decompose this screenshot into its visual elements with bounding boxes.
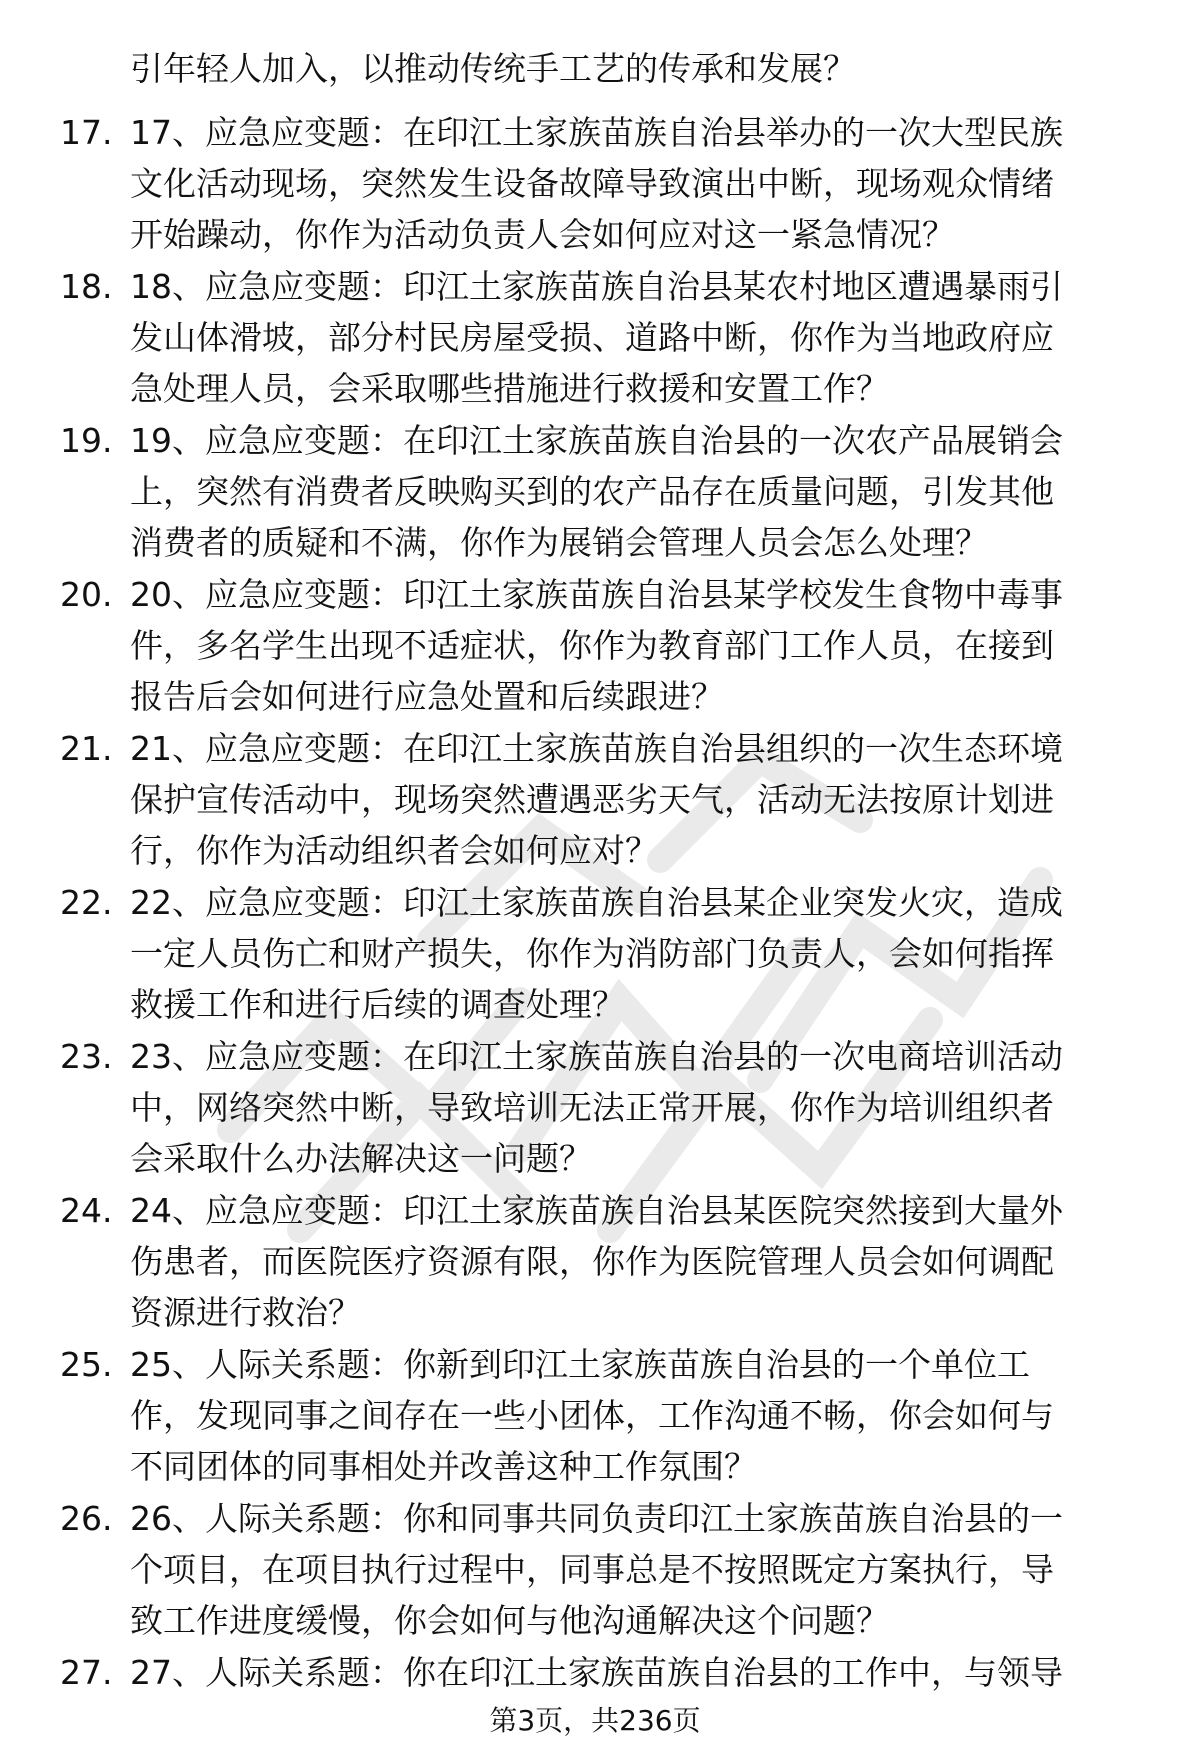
item-number: 21.: [60, 729, 113, 768]
text-line: 19、应急应变题：在印江土家族苗族自治县的一次农产品展销会: [130, 422, 1063, 460]
item-number: 25.: [60, 1345, 113, 1384]
item-text: [130, 884, 1150, 1037]
text-line: 中，网络突然中断，导致培训无法正常开展，你作为培训组织者: [130, 1089, 1054, 1127]
item-text: [130, 114, 1150, 267]
item-text: [130, 1038, 1150, 1191]
text-line: 开始躁动，你作为活动负责人会如何应对这一紧急情况？: [130, 216, 955, 254]
item-text: [130, 422, 1150, 575]
item-text: [130, 1654, 1150, 1705]
page-footer: 第3页，共236页: [489, 1704, 701, 1737]
text-line: 行，你作为活动组织者会如何应对？: [130, 832, 658, 870]
item-number: 23.: [60, 1037, 113, 1076]
item-number: 18.: [60, 267, 113, 306]
text-line: 发山体滑坡，部分村民房屋受损、道路中断，你作为当地政府应: [130, 319, 1054, 357]
text-line: 资源进行救治？: [130, 1294, 361, 1332]
text-line: 22、应急应变题：印江土家族苗族自治县某企业突发火灾，造成: [130, 884, 1063, 922]
item-text: [130, 268, 1150, 421]
text-line: 伤患者，而医院医疗资源有限，你作为医院管理人员会如何调配: [130, 1243, 1054, 1281]
text-line: 作，发现同事之间存在一些小团体，工作沟通不畅，你会如何与: [130, 1397, 1054, 1435]
item-text: [130, 1192, 1150, 1345]
text-line: 上，突然有消费者反映购买到的农产品存在质量问题，引发其他: [130, 473, 1054, 511]
item-number: 24.: [60, 1191, 113, 1230]
item-number: 17.: [60, 113, 113, 152]
item-number: 20.: [60, 575, 113, 614]
text-line: 一定人员伤亡和财产损失，你作为消防部门负责人，会如何指挥: [130, 935, 1054, 973]
text-line: 18、应急应变题：印江土家族苗族自治县某农村地区遭遇暴雨引: [130, 268, 1063, 306]
item-number: 19.: [60, 421, 113, 460]
text-line: 急处理人员，会采取哪些措施进行救援和安置工作？: [130, 370, 889, 408]
item-number: 26.: [60, 1499, 113, 1538]
text-line: 26、人际关系题：你和同事共同负责印江土家族苗族自治县的一: [130, 1500, 1063, 1538]
text-line: 25、人际关系题：你新到印江土家族苗族自治县的一个单位工: [130, 1346, 1030, 1384]
text-line: 致工作进度缓慢，你会如何与他沟通解决这个问题？: [130, 1602, 889, 1640]
text-line: 会采取什么办法解决这一问题？: [130, 1140, 592, 1178]
text-line: 不同团体的同事相处并改善这种工作氛围？: [130, 1448, 757, 1486]
text-line: 17、应急应变题：在印江土家族苗族自治县举办的一次大型民族: [130, 114, 1063, 152]
text-line: 24、应急应变题：印江土家族苗族自治县某医院突然接到大量外: [130, 1192, 1063, 1230]
text-line: 救援工作和进行后续的调查处理？: [130, 986, 625, 1024]
continuation-line: 引年轻人加入，以推动传统手工艺的传承和发展？: [130, 49, 856, 88]
text-line: 消费者的质疑和不满，你作为展销会管理人员会怎么处理？: [130, 524, 988, 562]
text-line: 23、应急应变题：在印江土家族苗族自治县的一次电商培训活动: [130, 1038, 1063, 1076]
item-number: 27.: [60, 1653, 113, 1692]
text-line: 个项目，在项目执行过程中，同事总是不按照既定方案执行，导: [130, 1551, 1054, 1589]
item-text: [130, 1346, 1150, 1499]
item-number: 22.: [60, 883, 113, 922]
text-line: 保护宣传活动中，现场突然遭遇恶劣天气，活动无法按原计划进: [130, 781, 1054, 819]
text-line: 件，多名学生出现不适症状，你作为教育部门工作人员，在接到: [130, 627, 1054, 665]
item-text: [130, 730, 1150, 883]
text-line: 文化活动现场，突然发生设备故障导致演出中断，现场观众情绪: [130, 165, 1054, 203]
text-line: 21、应急应变题：在印江土家族苗族自治县组织的一次生态环境: [130, 730, 1063, 768]
text-line: 27、人际关系题：你在印江土家族苗族自治县的工作中，与领导: [130, 1654, 1063, 1692]
text-line: 报告后会如何进行应急处置和后续跟进？: [130, 678, 724, 716]
item-text: [130, 576, 1150, 729]
item-text: [130, 1500, 1150, 1653]
text-line: 20、应急应变题：印江土家族苗族自治县某学校发生食物中毒事: [130, 576, 1063, 614]
